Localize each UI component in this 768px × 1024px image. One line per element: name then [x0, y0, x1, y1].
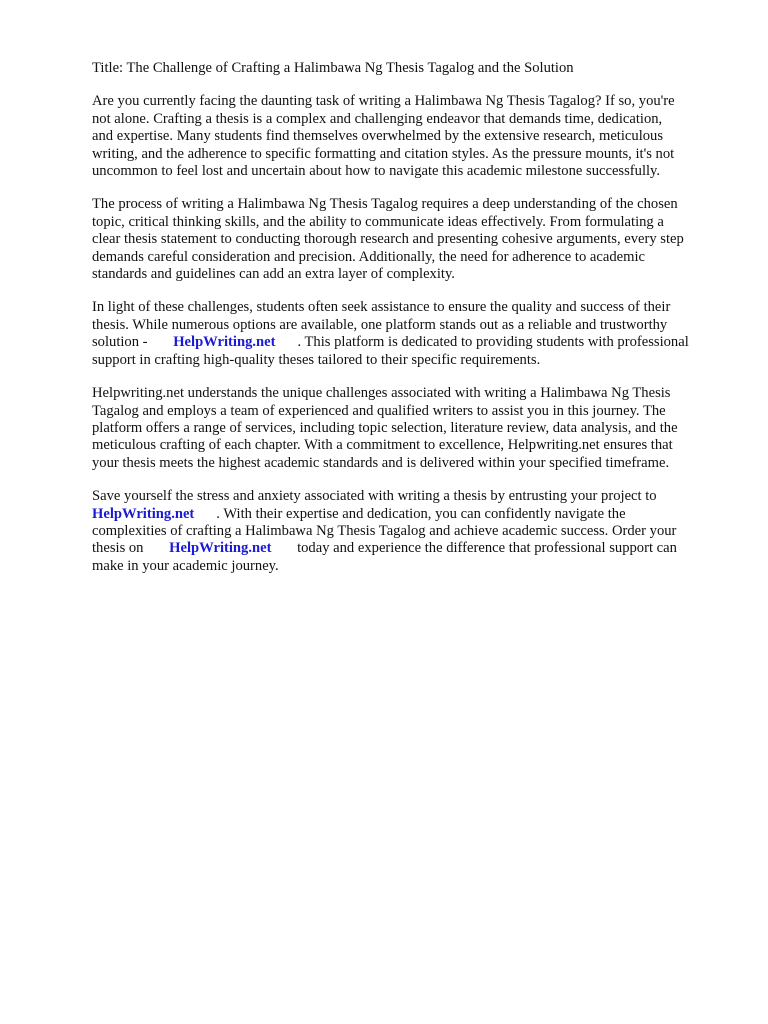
text-line-with-link: [92, 334, 754, 351]
text-segment: today and experience the difference that professional support can: [293, 540, 677, 557]
text-line: demands careful consideration and precision. Additionally, the need for adherence to academic: [92, 248, 645, 265]
text-line: topic, critical thinking skills, and the ability to communicate ideas effectively. From formulating a: [92, 213, 664, 230]
helpwriting-link[interactable]: HelpWriting.net: [173, 334, 276, 351]
text-line: meticulous crafting of each chapter. With a commitment to excellence, Helpwriting.net ensures that: [92, 437, 673, 454]
helpwriting-link[interactable]: HelpWriting.net: [92, 505, 195, 522]
paragraph-conclusion: [92, 488, 754, 575]
text-line-with-link: [92, 540, 754, 557]
text-line: standards and guidelines can add an extra layer of complexity.: [92, 266, 455, 283]
text-line: your thesis meets the highest academic standards and is delivered within your specified timeframe.: [92, 454, 670, 471]
text-line: make in your academic journey.: [92, 557, 279, 574]
text-line: support in crafting high-quality theses tailored to their specific requirements.: [92, 351, 541, 368]
text-segment: . This platform is dedicated to providing students with professional: [297, 334, 689, 351]
text-line: complexities of crafting a Halimbawa Ng Thesis Tagalog and achieve academic success. Order your: [92, 522, 677, 539]
document-title: Title: The Challenge of Crafting a Halimbawa Ng Thesis Tagalog and the Solution: [92, 60, 574, 76]
text-line: clear thesis statement to conducting thorough research and presenting cohesive arguments, every step: [92, 231, 684, 248]
text-line: platform offers a range of services, including topic selection, literature review, data analysis, and the: [92, 419, 678, 436]
text-line: writing, and the adherence to specific formatting and citation styles. As the pressure mounts, it's not: [92, 145, 675, 162]
paragraph-helpwriting: [92, 385, 754, 472]
paragraph-intro: [92, 93, 754, 180]
document-page: [92, 60, 754, 591]
text-line-with-link: [92, 506, 754, 523]
text-segment: solution -: [92, 334, 152, 351]
text-line: In light of these challenges, students often seek assistance to ensure the quality and success of their: [92, 299, 671, 316]
text-line: Helpwriting.net understands the unique challenges associated with writing a Halimbawa Ng Thesis: [92, 385, 671, 402]
text-line: The process of writing a Halimbawa Ng Thesis Tagalog requires a deep understanding of the chosen: [92, 196, 678, 213]
text-line: and expertise. Many students find themselves overwhelmed by the extensive research, meticulous: [92, 128, 664, 145]
text-line: not alone. Crafting a thesis is a complex and challenging endeavor that demands time, dedication,: [92, 110, 663, 127]
text-line: Tagalog and employs a team of experienced and qualified writers to assist you in this journey. The: [92, 402, 666, 419]
paragraph-process: [92, 196, 754, 283]
text-segment: . With their expertise and dedication, you can confidently navigate the: [216, 505, 626, 522]
text-line: Are you currently facing the daunting task of writing a Halimbawa Ng Thesis Tagalog? If so, you're: [92, 93, 675, 110]
text-line: uncommon to feel lost and uncertain about how to navigate this academic milestone successfully.: [92, 163, 661, 180]
text-line: thesis. While numerous options are available, one platform stands out as a reliable and trustworthy: [92, 316, 668, 333]
helpwriting-link[interactable]: HelpWriting.net: [169, 540, 272, 557]
text-segment: thesis on: [92, 540, 148, 557]
text-line: Save yourself the stress and anxiety associated with writing a thesis by entrusting your project to: [92, 488, 657, 505]
paragraph-solution: [92, 299, 754, 369]
